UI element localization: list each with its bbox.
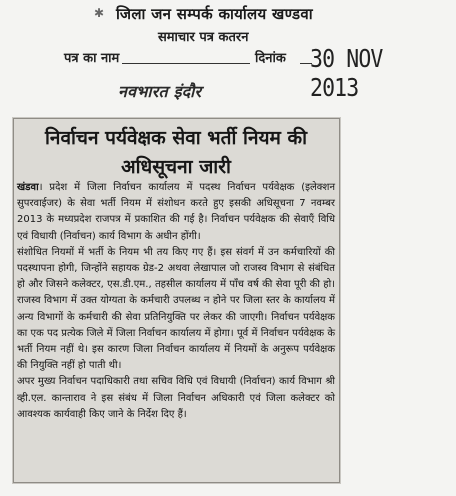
paper-name-label: पत्र का नाम (64, 51, 120, 66)
paragraph-1-text: । प्रदेश में जिला निर्वाचन कार्यालय में पदस्थ निर्वाचन पर्यवेक्षक (इलेक्शन सुपरवाईजर) के सेवा भर्ती नियम में संशोधन करते हुए इसकी अधिसूचना 7 नवम्बर 2013 के मध्यप्रदेश राजपत्र में प्रकाशित की गई है। निर्वाचन पर्यवेक्षक की सेवाएँ विधि एवं विधायी (निर्वाचन) कार्य विभाग के अधीन होंगी। (17, 182, 335, 242)
newspaper-name: नवभारत इंदौर (118, 82, 202, 101)
article-paragraph-2: संशोधित नियमों में भर्ती के नियम भी तय किए गए हैं। इस संवर्ग में उन कर्मचारियों की पदस्थापना होगी, जिन्होंने सहायक ग्रेड-2 अथवा लेखापाल जो राजस्व विभाग से संबंधित हो और जिसने कलेक्टर, एस.डी.एम., तहसील कार्यालय में पाँच वर्ष की सेवा पूरी की हो। राजस्व विभाग में उक्त योग्यता के कर्मचारी उपलब्ध न होने पर जिला स्तर के कार्यालय में अन्य विभागों के कर्मचारी की सेवा प्रतिनियुक्ति पर लेकर की जाएगी। निर्वाचन पर्यवेक्षक का एक पद प्रत्येक जिले में जिला निर्वाचन कार्यालय में होगा। पूर्व में निर्वाचन पर्यवेक्षक के भर्ती नियम नहीं थे। इस कारण जिला निर्वाचन कार्यालय में नियमों के अनुरूप पर्यवेक्षक की नियुक्ति नहीं हो पाती थी। (17, 246, 335, 372)
press-clipping-stamp (0, 0, 456, 112)
dateline: खंडवा (17, 182, 39, 193)
article-headline: निर्वाचन पर्यवेक्षक सेवा भर्ती नियम की अधिसूचना जारी (44, 127, 308, 178)
date-label: दिनांक (255, 51, 286, 66)
paper-name-underline (122, 63, 250, 64)
article-paragraph-1 (17, 180, 335, 245)
office-name: जिला जन सम्पर्क कार्यालय खण्डवा (116, 5, 313, 23)
stamp-mark: ✱ (94, 6, 105, 20)
date-value: 30 NOV 2013 (310, 44, 383, 102)
clipping-label: समाचार पत्र कतरन (158, 30, 249, 45)
article-body (17, 180, 335, 423)
article-paragraph-3: अपर मुख्य निर्वाचन पदाधिकारी तथा सचिव विधि एवं विधायी (निर्वाचन) कार्य विभाग श्री व्ही.एल. कान्ताराव ने इस संबंध में जिला निर्वाचन अधिकारी एवं जिला कलेक्टर को आवश्यक कार्यवाही किए जाने के निर्देश दिए हैं। (17, 376, 335, 420)
